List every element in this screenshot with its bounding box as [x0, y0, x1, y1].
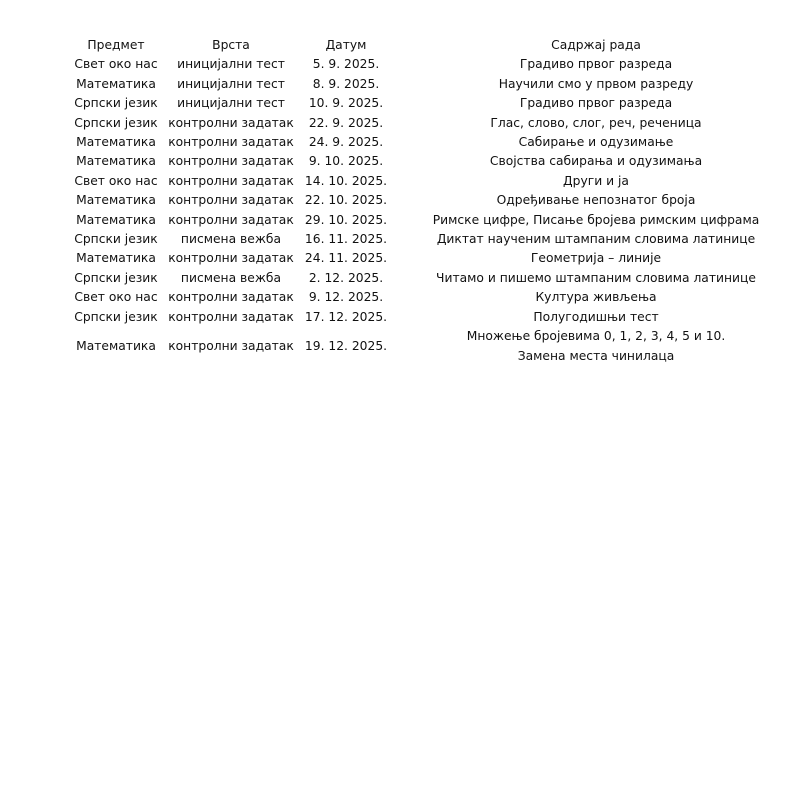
cell-date: 19. 12. 2025.	[304, 338, 388, 353]
cell-subject: Свет око нас	[74, 57, 158, 72]
table-row	[70, 152, 800, 171]
cell-content: Култура живљења	[535, 290, 657, 305]
cell-content-line-1: Множење бројевима 0, 1, 2, 3, 4, 5 и 10.	[466, 329, 726, 344]
cell-subject: Свет око нас	[74, 173, 158, 188]
cell-content: Градиво првог разреда	[519, 57, 673, 72]
cell-subject: Математика	[76, 338, 156, 353]
cell-type: иницијални тест	[177, 57, 285, 72]
cell-type: иницијални тест	[177, 96, 285, 111]
cell-date: 14. 10. 2025.	[304, 173, 388, 188]
cell-content: Научили смо у првом разреду	[498, 76, 694, 91]
cell-subject: Српски језик	[74, 115, 158, 130]
cell-type: контролни задатак	[168, 193, 294, 208]
table-row	[70, 75, 800, 94]
cell-subject: Математика	[76, 76, 156, 91]
cell-content: Други и ја	[563, 173, 629, 188]
table-row	[70, 211, 800, 230]
cell-subject: Математика	[76, 212, 156, 227]
cell-type: писмена вежба	[180, 270, 282, 285]
cell-content: Полугодишњи тест	[533, 309, 659, 324]
cell-type: контролни задатак	[168, 290, 294, 305]
cell-date: 29. 10. 2025.	[304, 212, 388, 227]
table-row	[70, 230, 800, 249]
cell-subject: Српски језик	[74, 232, 158, 247]
table-row	[70, 269, 800, 288]
table-row	[70, 133, 800, 152]
cell-date: 17. 12. 2025.	[304, 309, 388, 324]
cell-content: Геометрија – линије	[530, 251, 662, 266]
cell-date: 22. 10. 2025.	[304, 193, 388, 208]
header-type: Врста	[212, 38, 250, 52]
cell-subject: Свет око нас	[74, 290, 158, 305]
cell-content: Својства сабирања и одузимања	[489, 154, 703, 169]
cell-content: Градиво првог разреда	[519, 96, 673, 111]
cell-date: 22. 9. 2025.	[308, 115, 384, 130]
cell-subject: Математика	[76, 251, 156, 266]
cell-type: писмена вежба	[180, 232, 282, 247]
cell-content: Диктат наученим штампаним словима латинице	[436, 232, 756, 247]
cell-content: Римске цифре, Писање бројева римским цифрама	[432, 212, 760, 227]
cell-date: 24. 11. 2025.	[304, 251, 388, 266]
cell-date: 8. 9. 2025.	[312, 76, 380, 91]
cell-type: контролни задатак	[168, 309, 294, 324]
table-row	[70, 288, 800, 307]
cell-subject: Српски језик	[74, 270, 158, 285]
header-row	[70, 36, 800, 55]
cell-date: 9. 12. 2025.	[308, 290, 384, 305]
cell-subject: Српски језик	[74, 309, 158, 324]
cell-content	[392, 327, 800, 366]
cell-type: контролни задатак	[168, 212, 294, 227]
cell-content: Глас, слово, слог, реч, реченица	[490, 115, 702, 130]
cell-content: Одређивање непознатог броја	[496, 193, 696, 208]
header-date: Датум	[325, 38, 367, 52]
cell-subject: Математика	[76, 135, 156, 150]
cell-date: 16. 11. 2025.	[304, 232, 388, 247]
cell-type: иницијални тест	[177, 76, 285, 91]
cell-type: контролни задатак	[168, 154, 294, 169]
table-row	[70, 94, 800, 113]
table-row-last	[70, 327, 800, 366]
cell-subject: Српски језик	[74, 96, 158, 111]
cell-type: контролни задатак	[168, 135, 294, 150]
table-row	[70, 172, 800, 191]
test-schedule-table	[70, 36, 800, 366]
cell-subject: Математика	[76, 193, 156, 208]
cell-type: контролни задатак	[168, 251, 294, 266]
header-subject: Предмет	[87, 38, 145, 52]
cell-subject: Математика	[76, 154, 156, 169]
cell-date: 5. 9. 2025.	[312, 57, 380, 72]
cell-type: контролни задатак	[168, 173, 294, 188]
cell-content: Сабирање и одузимање	[518, 135, 674, 150]
cell-type: контролни задатак	[168, 338, 294, 353]
table-row	[70, 55, 800, 74]
table-row	[70, 308, 800, 327]
cell-date: 9. 10. 2025.	[308, 154, 384, 169]
cell-date: 2. 12. 2025.	[308, 270, 384, 285]
header-content: Садржај рада	[551, 38, 641, 52]
cell-date: 10. 9. 2025.	[308, 96, 384, 111]
table-row	[70, 249, 800, 268]
table-row	[70, 114, 800, 133]
table-row	[70, 191, 800, 210]
cell-date: 24. 9. 2025.	[308, 135, 384, 150]
cell-type: контролни задатак	[168, 115, 294, 130]
cell-content-line-2: Замена места чинилаца	[517, 348, 675, 363]
cell-content: Читамо и пишемо штампаним словима латинице	[436, 270, 756, 285]
